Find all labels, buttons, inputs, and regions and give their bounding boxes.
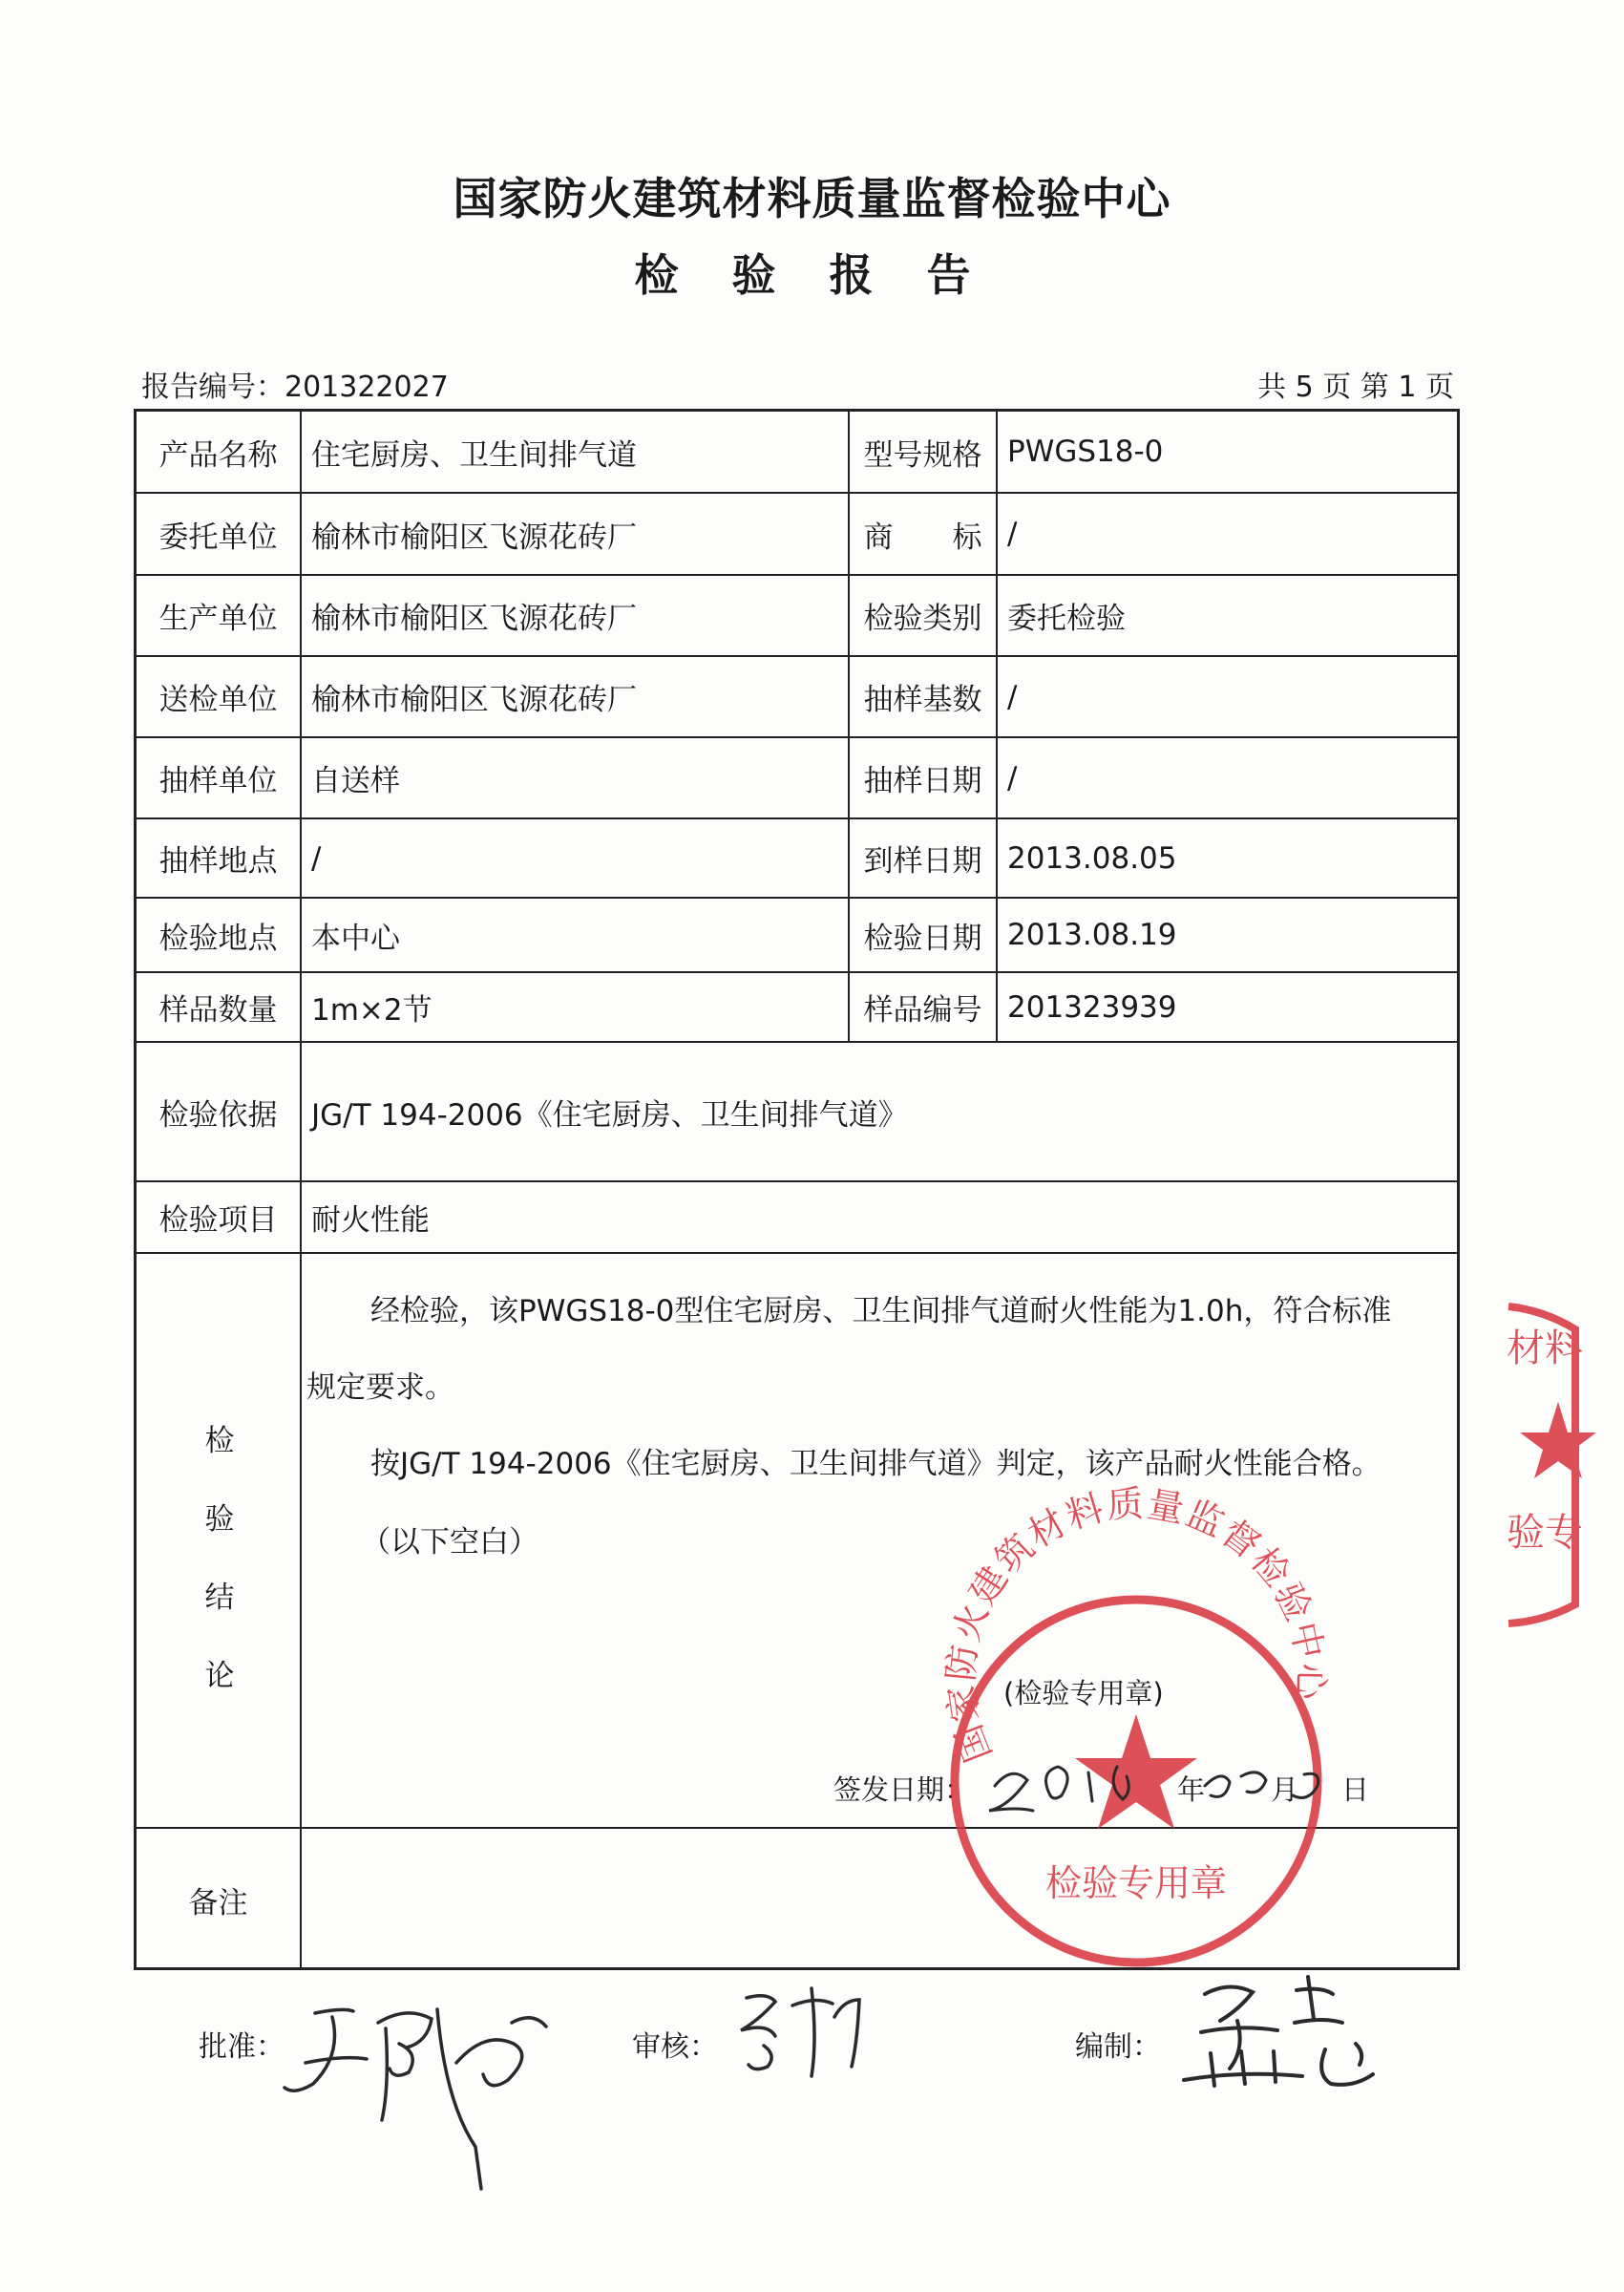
label-manufacturer: 生产单位 bbox=[158, 602, 278, 636]
label-product-name: 产品名称 bbox=[158, 437, 278, 473]
side-seal-star-icon bbox=[1520, 1402, 1596, 1478]
label-model-spec: 型号规格 bbox=[863, 437, 982, 473]
issue-day-char: 日 bbox=[1341, 1773, 1370, 1806]
issue-date-label: 签发日期： bbox=[833, 1773, 973, 1806]
value-inspection-place: 本中心 bbox=[311, 921, 400, 956]
report-number-label: 报告编号： bbox=[141, 371, 285, 404]
label-remarks: 备注 bbox=[188, 1885, 248, 1921]
conclusion-paragraph-1-cont: 规定要求。 bbox=[306, 1370, 454, 1405]
value-product-name: 住宅厨房、卫生间排气道 bbox=[311, 437, 637, 473]
seal-star-icon bbox=[1075, 1714, 1197, 1829]
reviewer-signature bbox=[741, 1988, 859, 2076]
conclusion-paragraph-1: 经检验，该PWGS18-0型住宅厨房、卫生间排气道耐火性能为1.0h，符合标准 bbox=[370, 1294, 1392, 1328]
conclusion-label-char-1: 检 bbox=[204, 1424, 235, 1458]
svg-text:国家防火建筑材料质量监督检验中心: 国家防火建筑材料质量监督检验中心 bbox=[939, 1482, 1333, 1769]
label-inspection-type: 检验类别 bbox=[863, 602, 982, 636]
label-inspection-place: 检验地点 bbox=[158, 921, 278, 956]
label-sampling-date: 抽样日期 bbox=[863, 764, 982, 798]
label-basis: 检验依据 bbox=[158, 1097, 278, 1133]
value-sampling-base: / bbox=[1007, 679, 1018, 714]
value-items: 耐火性能 bbox=[311, 1203, 430, 1238]
approver-signature bbox=[285, 2009, 546, 2189]
compile-label: 编制： bbox=[1075, 2030, 1161, 2064]
page-indicator: 共 5 页 第 1 页 bbox=[1257, 371, 1454, 404]
conclusion-label-char-2: 验 bbox=[204, 1502, 235, 1537]
issue-month-char: 月 bbox=[1271, 1773, 1299, 1806]
value-sampling-unit: 自送样 bbox=[311, 764, 400, 798]
side-seal-fragment bbox=[1507, 1306, 1596, 1624]
label-sampling-place: 抽样地点 bbox=[158, 844, 278, 879]
label-sampling-base: 抽样基数 bbox=[863, 683, 982, 717]
label-submitter: 送检单位 bbox=[158, 683, 278, 717]
value-inspection-date: 2013.08.19 bbox=[1007, 918, 1177, 952]
value-model-spec: PWGS18-0 bbox=[1007, 435, 1164, 469]
value-trademark: / bbox=[1007, 517, 1018, 551]
label-client: 委托单位 bbox=[158, 520, 278, 555]
document-title: 检 验 报 告 bbox=[634, 249, 990, 301]
value-sampling-place: / bbox=[311, 840, 322, 876]
seal-caption: (检验专用章) bbox=[1003, 1677, 1164, 1709]
label-sampling-unit: 抽样单位 bbox=[158, 764, 278, 798]
institution-title: 国家防火建筑材料质量监督检验中心 bbox=[453, 173, 1171, 224]
label-trademark: 商 标 bbox=[863, 520, 982, 555]
label-sample-quantity: 样品数量 bbox=[158, 993, 278, 1028]
value-inspection-type: 委托检验 bbox=[1007, 602, 1126, 636]
conclusion-paragraph-2: 按JG/T 194-2006《住宅厨房、卫生间排气道》判定，该产品耐火性能合格。 bbox=[370, 1447, 1381, 1481]
value-client: 榆林市榆阳区飞源花砖厂 bbox=[311, 520, 637, 555]
value-arrival-date: 2013.08.05 bbox=[1007, 840, 1177, 876]
review-label: 审核： bbox=[632, 2030, 718, 2064]
label-sample-number: 样品编号 bbox=[863, 993, 982, 1028]
official-seal bbox=[939, 1482, 1332, 1963]
svg-text:验专: 验专 bbox=[1507, 1511, 1583, 1555]
conclusion-label-char-4: 论 bbox=[204, 1659, 235, 1693]
value-submitter: 榆林市榆阳区飞源花砖厂 bbox=[311, 683, 637, 717]
value-sampling-date: / bbox=[1007, 760, 1018, 796]
label-inspection-date: 检验日期 bbox=[863, 921, 982, 956]
issue-year-char: 年 bbox=[1177, 1773, 1206, 1806]
label-items: 检验项目 bbox=[158, 1203, 278, 1238]
value-sample-number: 201323939 bbox=[1007, 989, 1177, 1025]
approve-label: 批准： bbox=[199, 2030, 285, 2064]
label-arrival-date: 到样日期 bbox=[863, 844, 982, 879]
value-basis: JG/T 194-2006《住宅厨房、卫生间排气道》 bbox=[311, 1097, 908, 1133]
value-sample-quantity: 1m×2节 bbox=[311, 993, 432, 1028]
svg-text:材料: 材料 bbox=[1507, 1326, 1583, 1370]
svg-text:检验专用章: 检验专用章 bbox=[1044, 1862, 1228, 1904]
value-manufacturer: 榆林市榆阳区飞源花砖厂 bbox=[311, 602, 637, 636]
conclusion-label-char-3: 结 bbox=[204, 1581, 235, 1615]
blank-note: （以下空白） bbox=[361, 1525, 538, 1560]
report-number-value: 201322027 bbox=[285, 371, 449, 404]
compiler-signature bbox=[1184, 1977, 1373, 2086]
